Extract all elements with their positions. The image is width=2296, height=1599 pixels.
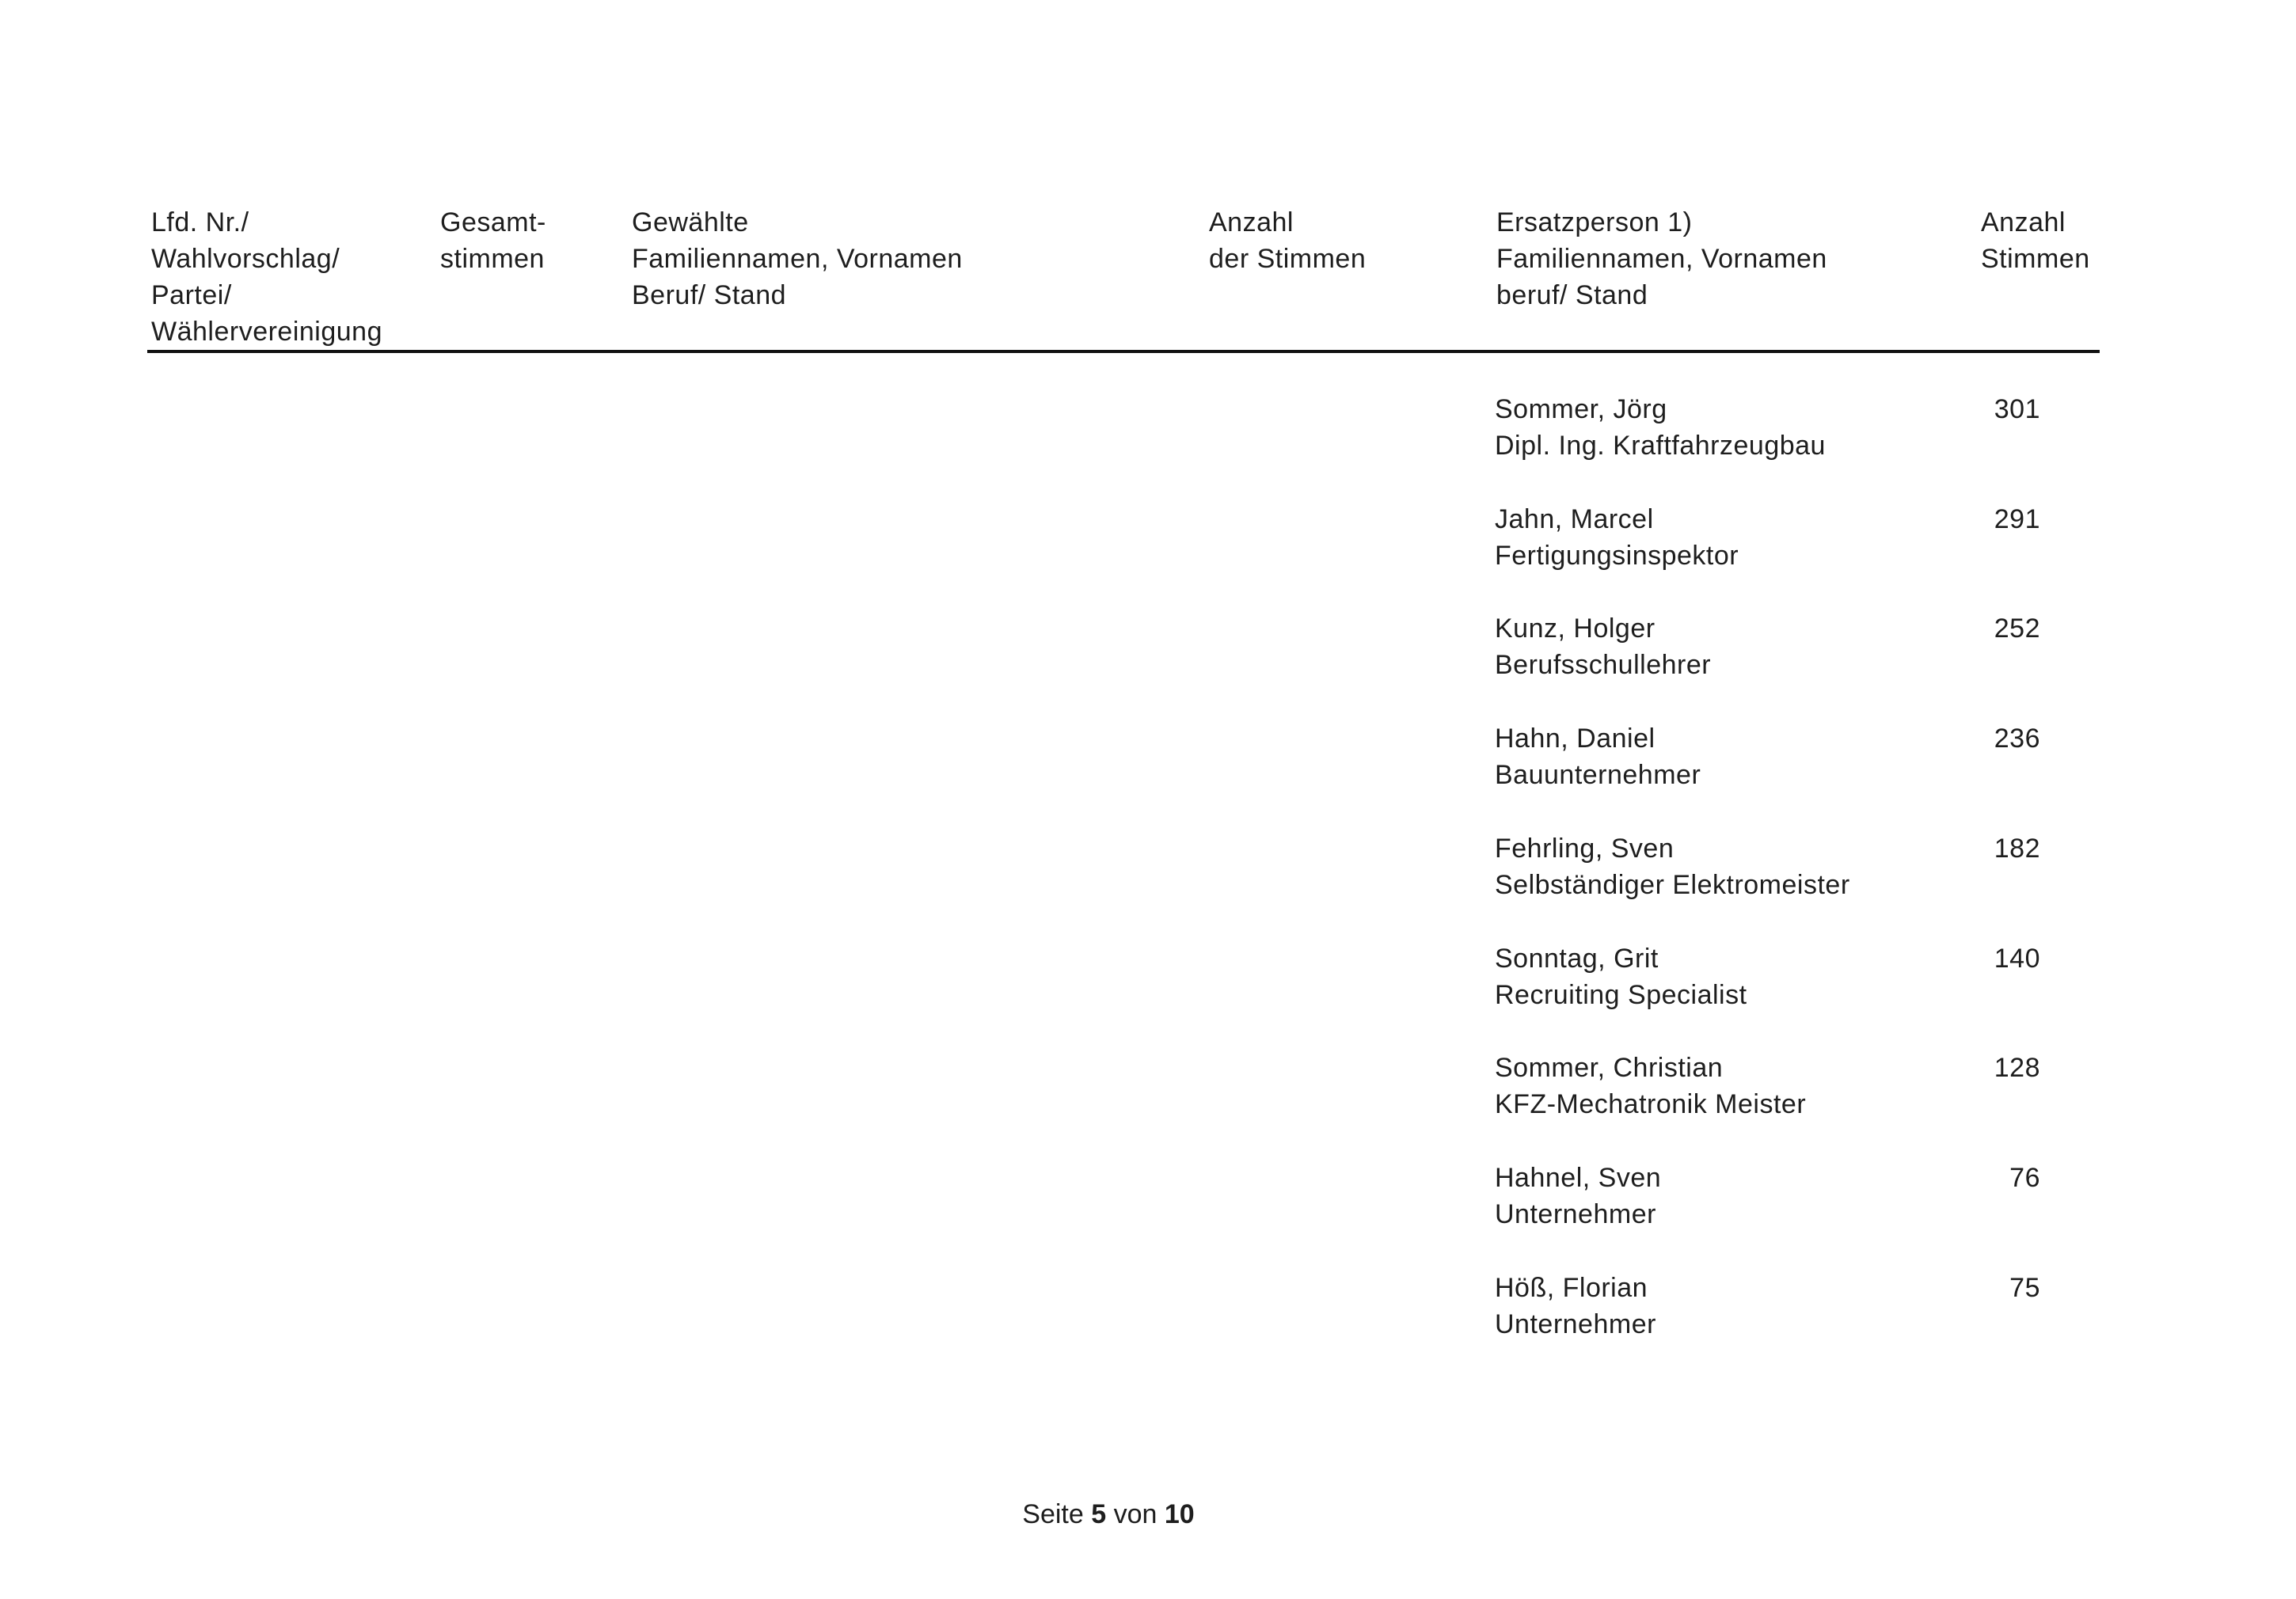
header-col-gewaehlte [632,204,963,313]
header-text: Stimmen [1981,244,2090,274]
header-col-gesamtstimmen [440,204,546,277]
vote-count: 76 [2009,1163,2040,1193]
person-profession: Unternehmer [1495,1199,1656,1229]
person-name: Hahnel, Sven [1495,1163,1662,1193]
footer-page-total: 10 [1164,1499,1195,1529]
header-text: Lfd. Nr./ [151,207,249,237]
header-col-anzahl-der-stimmen [1209,204,1366,277]
header-text: Ersatzperson 1) [1496,207,1693,237]
header-text: der Stimmen [1209,244,1367,274]
header-text: beruf/ Stand [1496,280,1648,310]
person-name: Kunz, Holger [1495,613,1655,644]
person-profession: Recruiting Specialist [1495,980,1747,1010]
vote-count: 140 [1994,944,2040,974]
person-profession: Unternehmer [1495,1309,1656,1339]
header-text: Gewählte [632,207,749,237]
person-profession: Bauunternehmer [1495,760,1701,790]
person-profession: Selbständiger Elektromeister [1495,870,1850,900]
vote-count: 75 [2009,1273,2040,1303]
vote-count: 291 [1994,504,2040,534]
person-profession: Fertigungsinspektor [1495,541,1739,571]
person-profession: Berufsschullehrer [1495,650,1712,680]
header-col-anzahl-stimmen [1981,204,2090,277]
header-text: Anzahl [1209,207,1294,237]
header-text: Gesamt- [440,207,546,237]
header-text: stimmen [440,244,545,274]
header-text: Partei/ [151,280,232,310]
person-name: Hahn, Daniel [1495,724,1655,754]
person-profession: KFZ-Mechatronik Meister [1495,1089,1807,1119]
header-text: Familiennamen, Vornamen [632,244,963,274]
header-col-ersatzperson [1496,204,1827,313]
person-name: Sommer, Jörg [1495,394,1667,424]
person-name: Fehrling, Sven [1495,834,1674,864]
header-text: Familiennamen, Vornamen [1496,244,1827,274]
person-name: Jahn, Marcel [1495,504,1654,534]
vote-count: 252 [1994,613,2040,644]
header-text: Beruf/ Stand [632,280,787,310]
vote-count: 182 [1994,834,2040,864]
footer-middle: von [1113,1499,1158,1529]
footer-prefix: Seite [1022,1499,1084,1529]
person-name: Sommer, Christian [1495,1053,1724,1083]
header-divider [147,350,2100,353]
person-name: Höß, Florian [1495,1273,1648,1303]
person-name: Sonntag, Grit [1495,944,1659,974]
vote-count: 236 [1994,724,2040,754]
header-text: Anzahl [1981,207,2066,237]
footer-page-number: 5 [1091,1499,1107,1529]
vote-count: 301 [1994,394,2040,424]
header-col-lfd-nr [151,204,382,350]
person-profession: Dipl. Ing. Kraftfahrzeugbau [1495,431,1826,461]
header-text: Wählervereinigung [151,317,382,347]
vote-count: 128 [1994,1053,2040,1083]
page-footer [0,1496,2217,1533]
header-text: Wahlvorschlag/ [151,244,340,274]
